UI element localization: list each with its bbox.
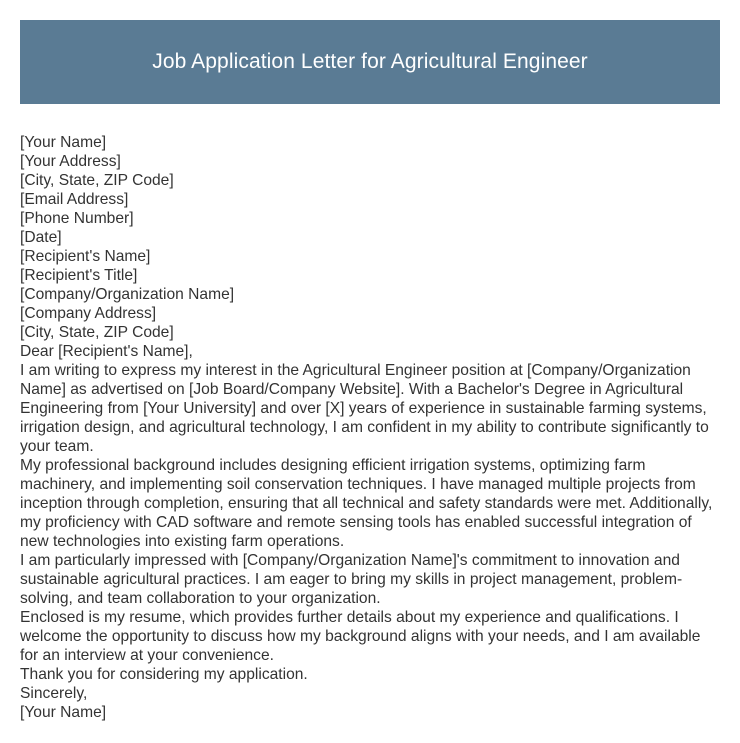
paragraph-company: I am particularly impressed with [Company/Organization Name]'s commitment to innovation and sustainable agricultural practices. I am eager to bring my skills in project management, problem-solving, and team collaboration to your organization.: [20, 552, 683, 607]
sender-city: [City, State, ZIP Code]: [20, 172, 174, 189]
paragraph-intro: I am writing to express my interest in the Agricultural Engineer position at [Company/Organization Name] as advertised on [Job Board/Company Website]. With a Bachelor's Degree in Agricultural Engineering from [Your University] and over [X] years of experience in sustainable farming systems, irrigation design, and agricultural technology, I am confident in my ability to contribute significantly to your team.: [20, 362, 709, 455]
company-address: [Company Address]: [20, 305, 157, 322]
salutation: Dear [Recipient's Name],: [20, 343, 193, 360]
letter-body: [20, 133, 722, 722]
company-city: [City, State, ZIP Code]: [20, 324, 174, 341]
company-name: [Company/Organization Name]: [20, 286, 235, 303]
letter-date: [Date]: [20, 229, 62, 246]
page-title: Job Application Letter for Agricultural Engineer: [152, 50, 588, 73]
paragraph-background: My professional background includes designing efficient irrigation systems, optimizing farm machinery, and implementing soil conservation techniques. I have managed multiple projects from inception through completion, ensuring that all technical and safety standards were met. Additionally, my proficiency with CAD software and remote sensing tools has enabled successful integration of new technologies into existing farm operations.: [20, 457, 713, 550]
sender-phone: [Phone Number]: [20, 210, 134, 227]
recipient-name: [Recipient's Name]: [20, 248, 151, 265]
sender-address: [Your Address]: [20, 153, 121, 170]
closing: Sincerely,: [20, 685, 88, 702]
sender-name: [Your Name]: [20, 134, 107, 151]
sender-email: [Email Address]: [20, 191, 129, 208]
recipient-title: [Recipient's Title]: [20, 267, 138, 284]
paragraph-thanks: Thank you for considering my application.: [20, 666, 308, 683]
paragraph-enclosure: Enclosed is my resume, which provides further details about my experience and qualifications. I welcome the opportunity to discuss how my background aligns with your needs, and I am available for an interview at your convenience.: [20, 609, 701, 664]
signature-name: [Your Name]: [20, 704, 107, 721]
letter-header: [20, 20, 720, 104]
